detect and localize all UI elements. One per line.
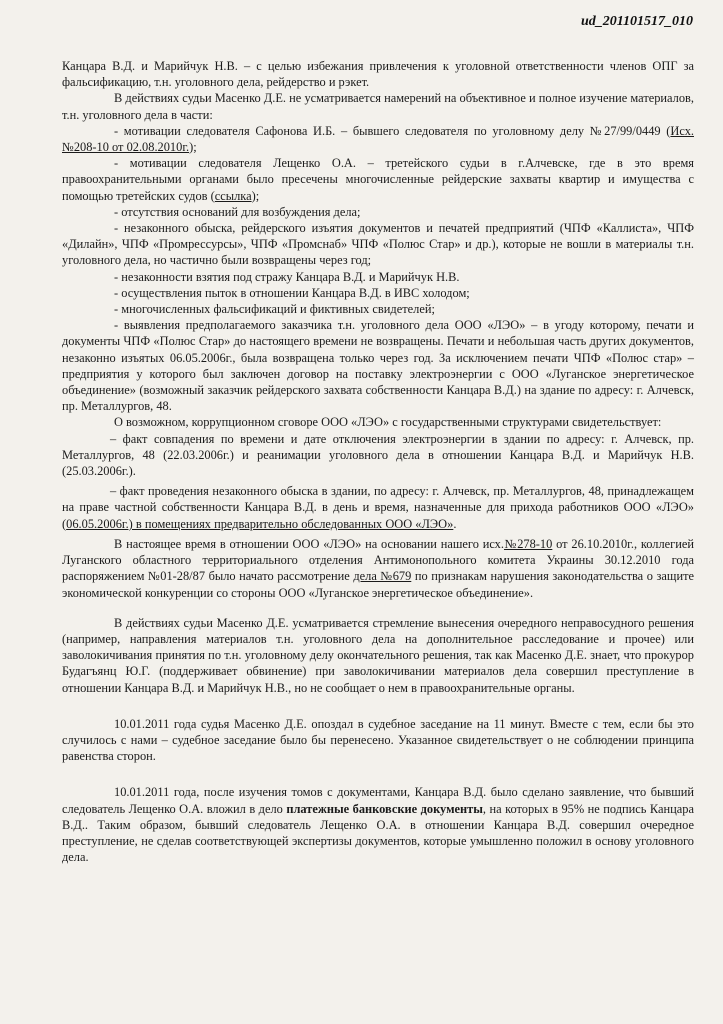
paragraph-judge-late: 10.01.2011 года судья Масенко Д.Е. опоздал в судебное заседание на 11 минут. Вместе с тем, если бы это случилось с нами – судебное заседание было бы перенесено. Указанное свидетельствует о не соблюдении принципа равенства сторон. xyxy=(62,716,694,764)
fact-power-cutoff: – факт совпадения по времени и дате отключения электроэнергии в здании по адресу: г. Алчевск, пр. Металлургов, 48 (22.03.2006г.) и реанимации уголовного дела в отношении Канцара В.Д. и Марийчук Н.В. (25.03.2006г.). xyxy=(62,431,694,479)
paragraph-unjust-decision: В действиях судьи Масенко Д.Е. усматривается стремление вынесения очередного неправосудного решения (например, направления материалов т.н. уголовного дела на дополнительное расследование и прочее) или заволокичивания принятия по т.н. уголовному делу окончательного решения, так как Масенко Д.Е. знает, что прокурор Будагъянц Ю.Г. (поддерживает обвинение) при заволокичивании материалов дела совершил преступление в отношении Канцара В.Д. и Марийчук Н.В., но не сообщает о нем в правоохранительные органы. xyxy=(62,615,694,695)
list-item-leshchenko: - мотивации следователя Лещенко О.А. – третейского судьи в г.Алчевске, где в это время правоохранительными органами было пресечены многочисленные рейдерские захваты квартир и имущества с помощью третейских судов (ссылка); xyxy=(62,156,694,203)
search-date-link[interactable]: 06.05.2006г.) в помещениях предварительно обследованных ООО «ЛЭО» xyxy=(66,516,454,531)
paragraph-bank-documents: 10.01.2011 года, после изучения томов с документами, Канцара В.Д. было сделано заявление, что бывший следователь Лещенко О.А. вложил в дело платежные банковские документы, на которых в 95% не подпись Канцара В.Д.. Таким образом, бывший следователь Лещенко О.А. в отношении Канцара В.Д. совершил очередное преступление, не сделав соответствующей экспертизы документов, которые умышленно положил в основу уголовного дела. xyxy=(62,785,694,865)
paragraph-antimonopoly: В настоящее время в отношении ООО «ЛЭО» на основании нашего исх.№278-10 от 26.10.2010г., коллегией Луганского областного территориального отделения Антимонопольного комитета Украины 30.12.2010 года распоряжением №01-28/87 было начато рассмотрение дела №679 по признакам нарушения законодательства о защите экономической конкуренции со стороны ООО «Луганское энергетическое объединение». xyxy=(62,536,694,600)
paragraph-intro: Канцара В.Д. и Марийчук Н.В. – с целью избежания привлечения к уголовной ответственности членов ОПГ за фальсификацию, т.н. уголовного дела, рейдерство и рэкет. xyxy=(62,59,694,90)
list-item-falsification: - многочисленных фальсификаций и фиктивных свидетелей; xyxy=(114,302,435,317)
outgoing-278-link[interactable]: №278-10 xyxy=(503,536,553,551)
document-body xyxy=(62,58,694,865)
list-item-safonov: - мотивации следователя Сафонова И.Б. – бывшего следователя по уголовному делу №27/99/0449 (Исх. №208-10 от 02.08.2010г.); xyxy=(62,123,694,155)
list-item-customer: - выявления предполагаемого заказчика т.н. уголовного дела ООО «ЛЭО» – в угоду которому, печати и документы ЧПФ «Полюс Стар» до настоящего времени не возвращены. Печати и небольшая часть других документов, незаконно изъятых 06.05.2006г., была возвращена только через год. За исключением печати ЧПФ «Полюс стар» – предприятия у которого был заключен договор на поставку электроэнергии с ООО «Луганское энергетическое объединение» (возможный заказчик рейдерского захвата собственности Канцара В.Д.) на здание по адресу: г. Алчевск, пр. Металлургов, 48. xyxy=(62,318,694,414)
list-item-custody: - незаконности взятия под стражу Канцара В.Д. и Марийчук Н.В. xyxy=(114,269,460,284)
outgoing-ref-link[interactable]: Исх. №208-10 от 02.08.2010г. xyxy=(62,123,694,155)
document-id: ud_201101517_010 xyxy=(580,14,693,29)
case-679-link[interactable]: дела №679 xyxy=(353,569,412,584)
list-item-no-grounds: - отсутствия оснований для возбуждения дела; xyxy=(114,204,361,219)
reference-link[interactable]: ссылка xyxy=(214,188,252,203)
paragraph-no-intent: В действиях судьи Масенко Д.Е. не усматривается намерений на объективное и полное изучение материалов, т.н. уголовного дела в части: xyxy=(62,91,694,122)
fact-illegal-search: – факт проведения незаконного обыска в здании, по адресу: г. Алчевск, пр. Металлургов, 48, принадлежащем на праве частной собственности Канцара В.Д. в день и время, назначенные для прихода работников ООО «ЛЭО» (06.05.2006г.) в помещениях предварительно обследованных ООО «ЛЭО». xyxy=(62,484,694,531)
list-item-torture: - осуществления пыток в отношении Канцара В.Д. в ИВС холодом; xyxy=(114,285,470,300)
paragraph-collusion: О возможном, коррупционном сговоре ООО «ЛЭО» с государственными структурами свидетельствует: xyxy=(114,415,662,430)
list-item-illegal-search: - незаконного обыска, рейдерского изъятия документов и печатей предприятий (ЧПФ «Каллиста», ЧПФ «Дилайн», ЧПФ «Промрессурсы», ЧПФ «Промснаб» ЧПФ «Полюс Стар» и др.), которые не вошли в материалы т.н. уголовного дела, но частично были возвращены через год; xyxy=(62,221,694,268)
